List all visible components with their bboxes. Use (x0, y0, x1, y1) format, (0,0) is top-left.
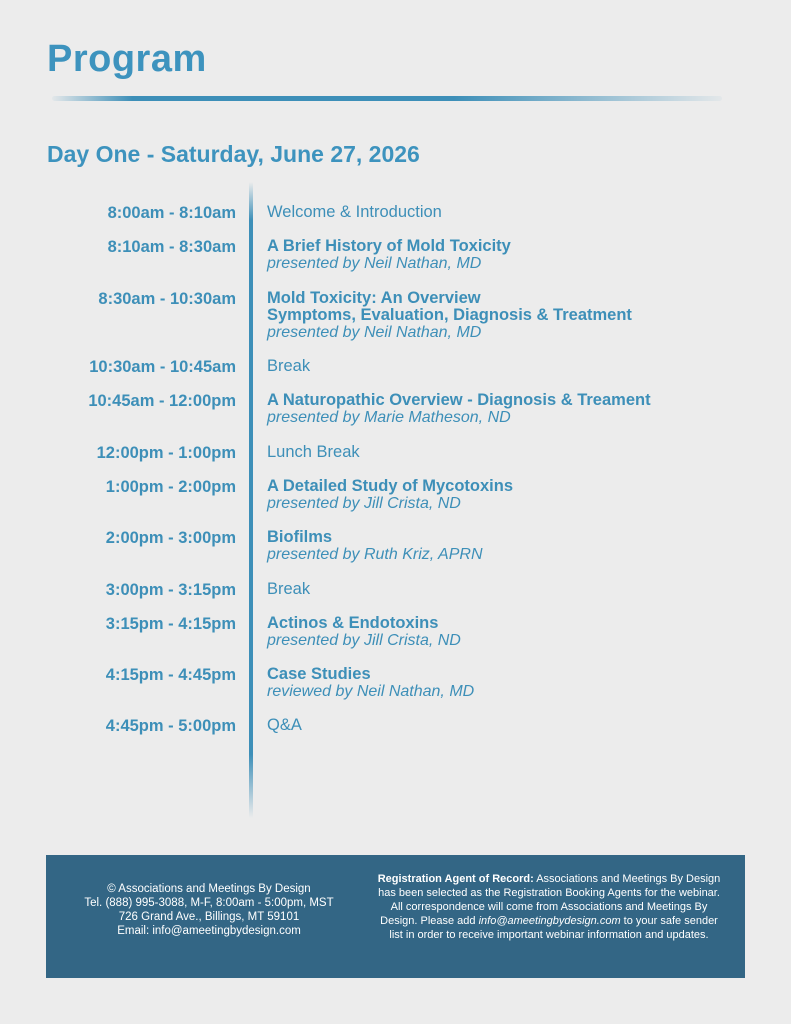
session-details (267, 478, 767, 512)
session-title: Symptoms, Evaluation, Diagnosis & Treatment (267, 306, 632, 324)
session-details (267, 392, 767, 426)
schedule-divider (249, 182, 253, 818)
footer-email: Email: info@ameetingbydesign.com (117, 925, 301, 937)
session-details (267, 238, 767, 272)
session-time: 1:00pm - 2:00pm (105, 478, 236, 496)
session-details (267, 666, 767, 700)
agent-text-1: Associations and Meetings By Design has been selected as the Registration Booking Agents for the webinar. All correspondence will come from Associations and Meetings By Design. Please add (378, 873, 721, 927)
footer-phone: Tel. (888) 995-3088, M-F, 8:00am - 5:00pm, MST (84, 897, 334, 909)
session-details (267, 529, 767, 563)
agent-text-2: to your safe sender list in order to receive important webinar information and updates. (389, 915, 718, 941)
session-title: Biofilms (267, 528, 333, 546)
session-presenter: presented by Ruth Kriz, APRN (267, 546, 483, 563)
session-time: 12:00pm - 1:00pm (96, 444, 236, 462)
agent-label: Registration Agent of Record: (377, 873, 534, 885)
session-time: 10:30am - 10:45am (89, 358, 236, 376)
session-time: 10:45am - 12:00pm (88, 392, 236, 410)
session-time: 8:00am - 8:10am (107, 204, 236, 222)
title-rule (52, 96, 722, 101)
footer-copyright: © Associations and Meetings By Design (107, 883, 311, 895)
session-title: A Naturopathic Overview - Diagnosis & Treament (267, 391, 651, 409)
session-presenter: reviewed by Neil Nathan, MD (267, 683, 475, 700)
session-title: Break (267, 580, 311, 598)
session-title: Welcome & Introduction (267, 203, 442, 221)
session-presenter: presented by Jill Crista, ND (267, 495, 461, 512)
session-presenter: presented by Neil Nathan, MD (267, 255, 482, 272)
session-presenter: presented by Neil Nathan, MD (267, 324, 482, 341)
page-title: Program (47, 38, 207, 80)
session-title: Q&A (267, 716, 302, 734)
session-time: 3:15pm - 4:15pm (105, 615, 236, 633)
session-details (267, 204, 767, 221)
session-time: 8:10am - 8:30am (107, 238, 236, 256)
session-title: Mold Toxicity: An Overview (267, 289, 481, 307)
session-time: 4:45pm - 5:00pm (105, 717, 236, 735)
session-details (267, 358, 767, 375)
session-time: 4:15pm - 4:45pm (105, 666, 236, 684)
session-title: Case Studies (267, 665, 371, 683)
footer-contact (46, 882, 372, 938)
session-title: Actinos & Endotoxins (267, 614, 439, 632)
session-presenter: presented by Marie Matheson, ND (267, 409, 511, 426)
day-title: Day One - Saturday, June 27, 2026 (47, 141, 420, 167)
footer-agent-notice (376, 872, 722, 942)
session-presenter: presented by Jill Crista, ND (267, 632, 461, 649)
session-time: 2:00pm - 3:00pm (105, 529, 236, 547)
footer (46, 855, 745, 978)
agent-email[interactable]: info@ameetingbydesign.com (478, 915, 621, 927)
session-title: Lunch Break (267, 443, 360, 461)
session-time: 8:30am - 10:30am (98, 290, 236, 308)
session-details (267, 581, 767, 598)
session-details (267, 444, 767, 461)
session-title: Break (267, 357, 311, 375)
session-details (267, 615, 767, 649)
session-title: A Brief History of Mold Toxicity (267, 237, 511, 255)
session-time: 3:00pm - 3:15pm (105, 581, 236, 599)
footer-address: 726 Grand Ave., Billings, MT 59101 (118, 911, 300, 923)
session-details (267, 717, 767, 734)
session-title: A Detailed Study of Mycotoxins (267, 477, 514, 495)
session-details (267, 290, 767, 341)
